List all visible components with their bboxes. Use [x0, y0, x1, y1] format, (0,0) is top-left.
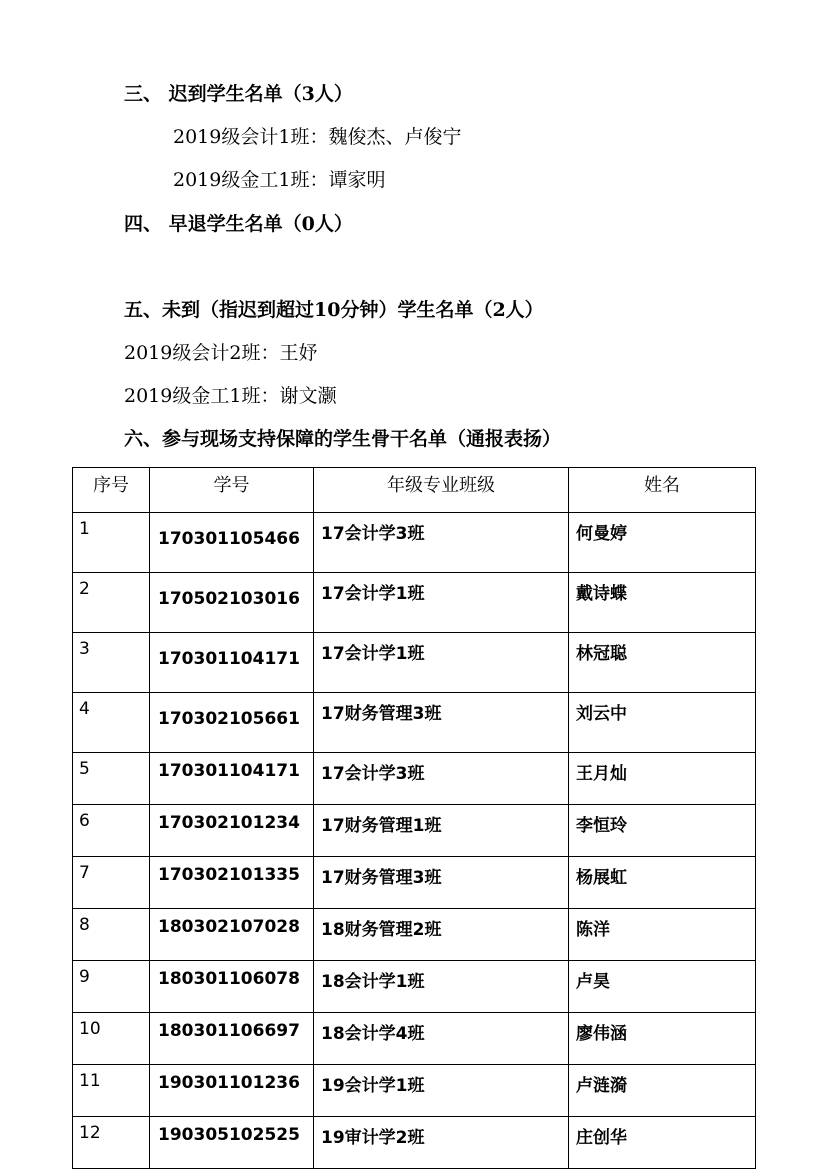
cell-student-id: 170302105661 — [150, 693, 314, 753]
cell-class: 17财务管理3班 — [314, 857, 569, 909]
cell-name: 刘云中 — [569, 693, 756, 753]
table-row — [73, 513, 756, 573]
header-class: 年级专业班级 — [314, 468, 569, 513]
cell-class: 17会计学1班 — [314, 573, 569, 633]
cell-class: 17会计学1班 — [314, 633, 569, 693]
cell-name: 陈洋 — [569, 909, 756, 961]
cell-class: 19审计学2班 — [314, 1117, 569, 1169]
cell-student-id: 170302101234 — [150, 805, 314, 857]
cell-name: 林冠聪 — [569, 633, 756, 693]
table-row — [73, 633, 756, 693]
cell-student-id: 170301105466 — [150, 513, 314, 573]
absent-heading: 五、未到（指迟到超过10分钟）学生名单（2人） — [124, 299, 544, 321]
cell-student-id: 180301106078 — [150, 961, 314, 1013]
cell-class: 19会计学1班 — [314, 1065, 569, 1117]
cell-seq: 6 — [73, 805, 150, 857]
cell-seq: 5 — [73, 753, 150, 805]
cell-seq: 9 — [73, 961, 150, 1013]
table-row — [73, 573, 756, 633]
cell-name: 何曼婷 — [569, 513, 756, 573]
cell-name: 王月灿 — [569, 753, 756, 805]
cell-class: 17会计学3班 — [314, 513, 569, 573]
table-row — [73, 753, 756, 805]
cell-class: 17财务管理3班 — [314, 693, 569, 753]
cell-seq: 3 — [73, 633, 150, 693]
cell-seq: 11 — [73, 1065, 150, 1117]
cell-student-id: 170301104171 — [150, 753, 314, 805]
cell-class: 18会计学4班 — [314, 1013, 569, 1065]
cell-seq: 1 — [73, 513, 150, 573]
absent-line-2: 2019级金工1班：谢文灏 — [124, 385, 337, 407]
cell-seq: 10 — [73, 1013, 150, 1065]
cell-student-id: 170302101335 — [150, 857, 314, 909]
cell-name: 卢昊 — [569, 961, 756, 1013]
cell-seq: 7 — [73, 857, 150, 909]
table-row — [73, 1013, 756, 1065]
cell-class: 18会计学1班 — [314, 961, 569, 1013]
table-row — [73, 909, 756, 961]
cell-name: 杨展虹 — [569, 857, 756, 909]
header-name: 姓名 — [569, 468, 756, 513]
table-row — [73, 693, 756, 753]
table-row — [73, 1117, 756, 1169]
cell-seq: 4 — [73, 693, 150, 753]
header-student-id: 学号 — [150, 468, 314, 513]
cell-class: 17财务管理1班 — [314, 805, 569, 857]
late-heading: 三、 迟到学生名单（3人） — [124, 83, 353, 105]
cell-name: 卢涟漪 — [569, 1065, 756, 1117]
early-leave-heading: 四、 早退学生名单（0人） — [124, 213, 353, 235]
cell-student-id: 190301101236 — [150, 1065, 314, 1117]
backbone-heading: 六、参与现场支持保障的学生骨干名单（通报表扬） — [124, 428, 562, 450]
cell-class: 18财务管理2班 — [314, 909, 569, 961]
table-row — [73, 961, 756, 1013]
table-row — [73, 805, 756, 857]
table-row — [73, 1065, 756, 1117]
cell-seq: 2 — [73, 573, 150, 633]
cell-student-id: 180301106697 — [150, 1013, 314, 1065]
absent-line-1: 2019级会计2班：王妤 — [124, 342, 318, 364]
cell-student-id: 190305102525 — [150, 1117, 314, 1169]
cell-seq: 8 — [73, 909, 150, 961]
cell-name: 戴诗蝶 — [569, 573, 756, 633]
late-line-2: 2019级金工1班：谭家明 — [173, 169, 386, 191]
table-header-row — [73, 468, 756, 513]
cell-name: 廖伟涵 — [569, 1013, 756, 1065]
cell-class: 17会计学3班 — [314, 753, 569, 805]
late-line-1: 2019级会计1班：魏俊杰、卢俊宁 — [173, 126, 462, 148]
header-seq: 序号 — [73, 468, 150, 513]
cell-name: 李恒玲 — [569, 805, 756, 857]
cell-name: 庄创华 — [569, 1117, 756, 1169]
table-row — [73, 857, 756, 909]
backbone-table — [72, 467, 756, 1169]
cell-seq: 12 — [73, 1117, 150, 1169]
cell-student-id: 170502103016 — [150, 573, 314, 633]
cell-student-id: 170301104171 — [150, 633, 314, 693]
cell-student-id: 180302107028 — [150, 909, 314, 961]
